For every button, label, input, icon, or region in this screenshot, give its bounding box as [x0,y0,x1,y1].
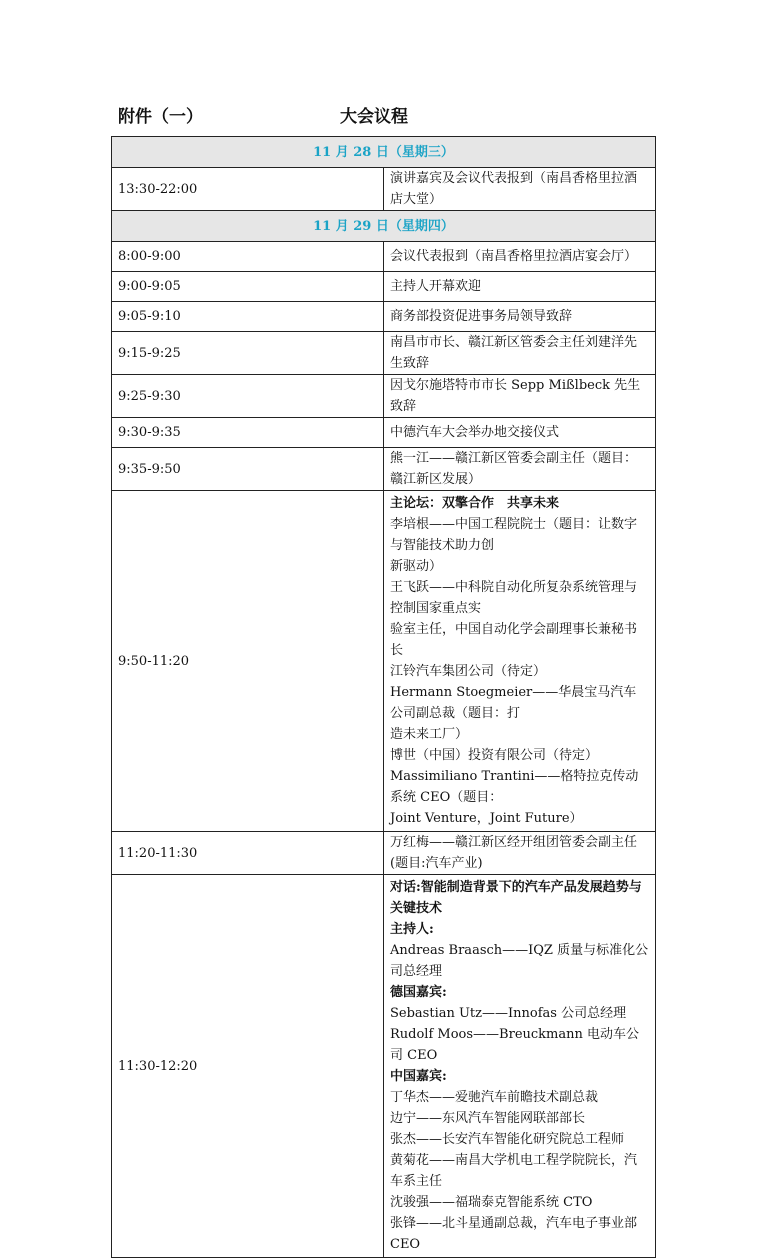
session-line: 丁华杰——爱驰汽车前瞻技术副总裁 [390,1090,599,1105]
session-line: 张锋——北斗星通副总裁，汽车电子事业部 CEO [390,1216,638,1252]
session-time: 9:00-9:05 [112,272,384,302]
session-line: 李培根——中国工程院院士（题目：让数字与智能技术助力创 [390,517,638,553]
day-header: 11 月 29 日（星期四） [112,211,656,242]
session-content [384,242,656,272]
session-time: 9:05-9:10 [112,302,384,332]
page-title: 大会议程 [340,107,408,127]
session-line: 商务部投资促进事务局领导致辞 [390,309,573,324]
session-heading: 主持人: [390,922,434,937]
agenda-table [111,136,656,1258]
session-content [384,375,656,418]
session-line: 边宁——东风汽车智能网联部部长 [390,1111,586,1126]
session-heading: 中国嘉宾: [390,1069,447,1084]
session-line: 博世（中国）投资有限公司（待定） [390,748,599,763]
session-line: 会议代表报到（南昌香格里拉酒店宴会厅） [390,249,638,264]
session-line: 验室主任，中国自动化学会副理事长兼秘书长 [390,622,638,658]
session-row [112,875,656,1258]
session-line: 新驱动） [390,559,443,574]
attachment-label: 附件（一） [118,107,203,127]
session-line: 黄菊花——南昌大学机电工程学院院长，汽车系主任 [390,1153,638,1189]
session-line: 江铃汽车集团公司（待定） [390,664,547,679]
session-line: Andreas Braasch——IQZ 质量与标准化公司总经理 [390,943,649,979]
session-line: Joint Venture，Joint Future） [390,811,583,826]
session-row [112,375,656,418]
session-line: 中德汽车大会举办地交接仪式 [390,425,560,440]
session-row [112,448,656,491]
session-heading: 德国嘉宾: [390,985,447,1000]
session-content [384,832,656,875]
session-line: 南昌市市长、赣江新区管委会主任刘建洋先生致辞 [390,335,638,371]
session-content [384,272,656,302]
session-row [112,491,656,832]
session-content [384,332,656,375]
session-line: 熊一江——赣江新区管委会副主任（题目：赣江新区发展） [390,451,638,487]
session-line: Rudolf Moos——Breuckmann 电动车公司 CEO [390,1027,639,1063]
session-line: Massimiliano Trantini——格特拉克传动系统 CEO（题目： [390,769,639,805]
session-row [112,332,656,375]
session-content [384,302,656,332]
session-content [384,491,656,832]
session-content [384,168,656,211]
session-row [112,168,656,211]
session-line: 造未来工厂） [390,727,469,742]
session-time: 11:30-12:20 [112,875,384,1258]
session-time: 9:35-9:50 [112,448,384,491]
session-line: 万红梅——赣江新区经开组团管委会副主任(题目:汽车产业) [390,835,638,871]
session-time: 9:25-9:30 [112,375,384,418]
day-header-row [112,211,656,242]
session-line: 王飞跃——中科院自动化所复杂系统管理与控制国家重点实 [390,580,638,616]
day-header-row [112,137,656,168]
session-line: 沈骏强——福瑞泰克智能系统 CTO [390,1195,593,1210]
session-time: 8:00-9:00 [112,242,384,272]
session-row [112,832,656,875]
session-heading: 对话:智能制造背景下的汽车产品发展趋势与关键技术 [390,880,642,916]
session-line: 因戈尔施塔特市市长 Sepp Mißlbeck 先生致辞 [390,378,641,414]
session-time: 9:15-9:25 [112,332,384,375]
session-time: 13:30-22:00 [112,168,384,211]
session-heading: 主论坛：双擎合作 共享未来 [390,496,560,511]
session-time: 9:30-9:35 [112,418,384,448]
session-time: 9:50-11:20 [112,491,384,832]
session-time: 11:20-11:30 [112,832,384,875]
day-header: 11 月 28 日（星期三） [112,137,656,168]
session-line: 张杰——长安汽车智能化研究院总工程师 [390,1132,625,1147]
session-content [384,875,656,1258]
session-line: 主持人开幕欢迎 [390,279,482,294]
session-line: 演讲嘉宾及会议代表报到（南昌香格里拉酒店大堂） [390,171,638,207]
session-line: Hermann Stoegmeier——华晨宝马汽车公司副总裁（题目：打 [390,685,637,721]
session-row [112,242,656,272]
session-row [112,418,656,448]
session-row [112,272,656,302]
session-row [112,302,656,332]
session-content [384,448,656,491]
session-content [384,418,656,448]
session-line: Sebastian Utz——Innofas 公司总经理 [390,1006,627,1021]
